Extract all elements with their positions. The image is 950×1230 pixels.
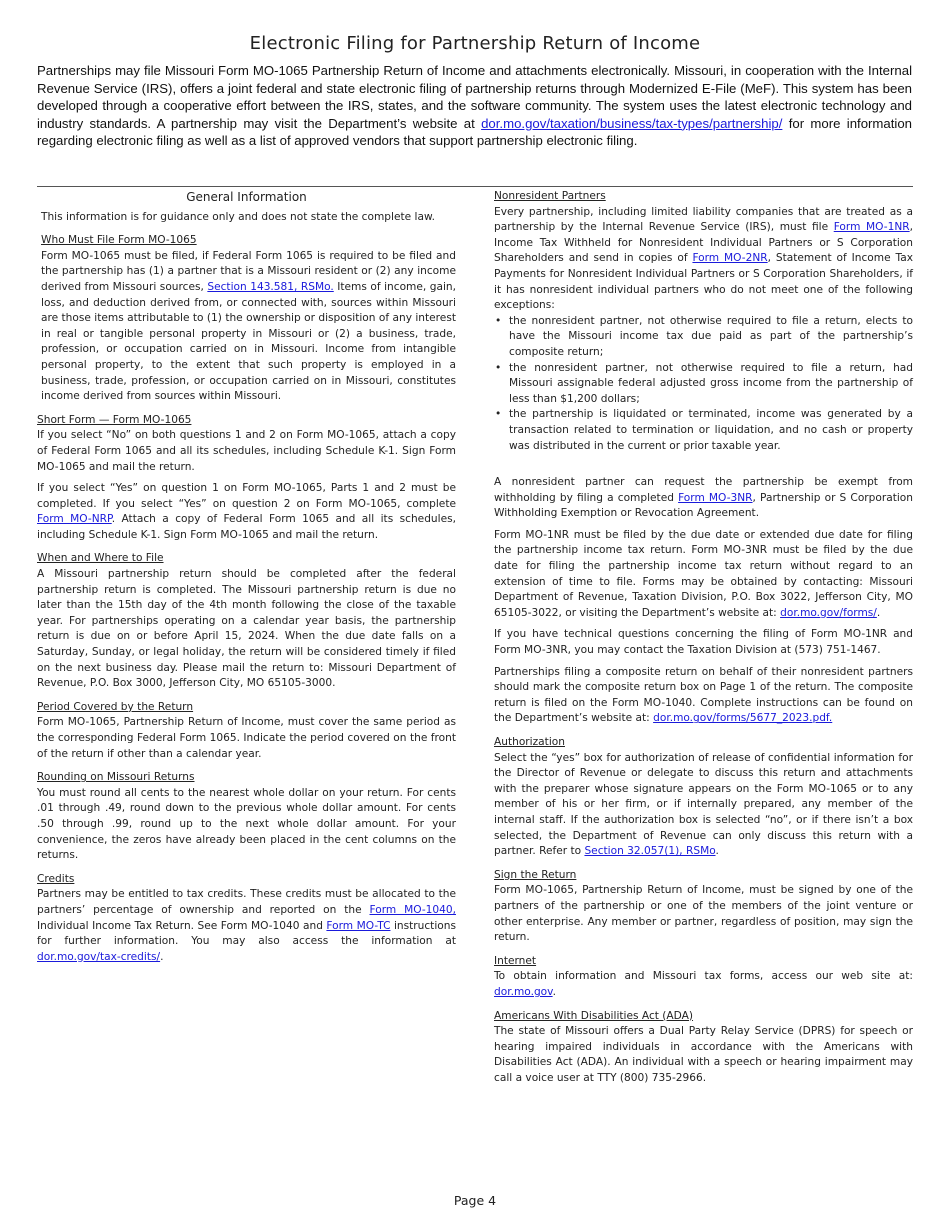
credits-text: Partners may be entitled to tax credits. These credits must be allocated to the partners’ percentage of ownership and reported on the Form MO-1040, Individual Income Tax Return. See Form MO-1040 and Form MO-TC instructions for further information. You may also access the information at dor.mo.gov/tax-credits/.: [37, 888, 456, 963]
period-covered-title: Period Covered by the Return: [37, 700, 194, 713]
who-must-file-section: [37, 233, 456, 405]
tax-credits-link[interactable]: dor.mo.gov/tax-credits/: [37, 950, 161, 963]
nonresident-text-3: Form MO-1NR must be filed by the due date or extended due date for filing the partnership income tax return. Form MO-3NR must be filed by the due date for filing the partnership income tax return without regard to an extension of time to file. Forms may be obtained by contacting: Missouri Department of Revenue, Taxation Division, P.O. Box 3022, Jefferson City, MO 65105-3022, or visiting the Department’s website at: dor.mo.gov/forms/.: [494, 528, 913, 619]
short-form-text-1: If you select “No” on both questions 1 and 2 on Form MO-1065, attach a copy of Federal Form 1065 and all its schedules, including Schedule K-1. Sign Form MO-1065 and mail the return.: [37, 429, 456, 473]
nonresident-text-2: A nonresident partner can request the partnership be exempt from withholding by filing a completed Form MO-3NR, Partnership or S Corporation Withholding Exemption or Revocation Agreement.: [494, 476, 913, 520]
short-form-section: [37, 413, 456, 544]
disclaimer: This information is for guidance only and does not state the complete law.: [41, 210, 436, 223]
dor-link[interactable]: dor.mo.gov: [494, 985, 553, 998]
nonresident-text-5: Partnerships filing a composite return on behalf of their nonresident partners should mark the composite return box on Page 1 of the return. The composite return is filed on the Form MO-1040. Complete instructions can be found on the Department’s website at: dor.mo.gov/forms/5677_2023.pdf.: [494, 665, 913, 725]
rounding-section: [37, 770, 456, 864]
ada-section: [494, 1009, 913, 1087]
who-must-file-text: Form MO-1065 must be filed, if Federal Form 1065 is required to be filed and the partnership has (1) a partner that is a Missouri resident or (2) any income derived from Missouri sources, Section 143.581, RSMo. Items of income, gain, loss, and deduction derived from, or connected with, sources within Missouri are those items attributable to (1) the ownership or disposition of any interest in real or tangible personal property in Missouri or (2) a business, trade, profession, or occupation carried on in Missouri. Income from intangible personal property, to the extent that such property is employed in a business, trade, profession, or occupation carried on in Missouri, constitutes income derived from sources within Missouri.: [41, 249, 456, 403]
nonresident-text-1: Every partnership, including limited liability companies that are treated as a partnership by the Internal Revenue Service (IRS), must file Form MO-1NR, Income Tax Withheld for Nonresident Individual Partners or S Corporation Shareholders and send in copies of Form MO-2NR, Statement of Income Tax Payments for Nonresident Individual Partners or S Corporation Shareholders, if it has nonresident individual partners who do not meet one of the following exceptions:: [494, 205, 913, 312]
form-mo-3nr-link[interactable]: Form MO-3NR: [678, 491, 753, 504]
ada-title: Americans With Disabilities Act (ADA): [494, 1009, 694, 1022]
who-must-file-title: Who Must File Form MO-1065: [41, 234, 197, 247]
authorization-title: Authorization: [494, 736, 565, 748]
when-where-section: [37, 551, 456, 691]
form-mo-nrp-link[interactable]: Form MO-NRP: [37, 513, 112, 526]
left-column: [37, 189, 456, 973]
sign-section: [494, 868, 913, 946]
list-item: • the nonresident partner, not otherwise required to file a return, elects to have the Missouri income tax due paid as part of the partnership’s composite return;: [494, 314, 913, 361]
credits-title: Credits: [37, 872, 75, 885]
internet-text: To obtain information and Missouri tax forms, access our web site at: dor.mo.gov.: [494, 970, 913, 998]
form-mo-1040-link[interactable]: Form MO-1040,: [369, 903, 456, 916]
list-item: • the nonresident partner, not otherwise required to file a return, had Missouri assignable federal adjusted gross income from the partnership of less than $1,200 dollars;: [494, 361, 913, 408]
authorization-text: Select the “yes” box for authorization of release of confidential information for the Director of Revenue or delegate to discuss this return and attachments with the preparer whose signature appears on the Form MO-1065 or to any member of his or her firm, or if internally prepared, any member of the internal staff. If the authorization box is selected “no”, or if there isn’t a box selected, the Department of Revenue can only discuss this return with a partner. Refer to Section 32.057(1), RSMo.: [494, 751, 913, 858]
sign-text: Form MO-1065, Partnership Return of Income, must be signed by one of the partners of the partnership or one of the members of the joint venture or other enterprise. Any member or partner, regardless of position, may sign the return.: [494, 884, 913, 944]
intro-text: Partnerships may file Missouri Form MO-1065 Partnership Return of Income and attachments electronically. Missouri, in cooperation with the Internal Revenue Service (IRS), offers a joint federal and state electronic filing of partnership returns through Modernized E-File (MeF). This system has been developed through a cooperative effort between the IRS, states, and the software community. The system uses the latest electronic technology and industry standards. A partnership may visit the Department’s website at: [37, 63, 912, 131]
section-32057-link[interactable]: Section 32.057(1), RSMo: [584, 845, 716, 858]
nonresident-text-4: If you have technical questions concerning the filing of Form MO-1NR and Form MO-3NR, you may contact the Taxation Division at (573) 751-1467.: [494, 628, 913, 657]
partnership-link[interactable]: dor.mo.gov/taxation/business/tax-types/partnership/: [481, 115, 783, 131]
when-where-text: A Missouri partnership return should be completed after the federal partnership return is completed. The Missouri partnership return is due no later than the 15th day of the 4th month following the close of the taxable year. For partnerships operating on a calendar year basis, the partnership return is due on or before April 15, 2024. When the due date falls on a Saturday, Sunday, or legal holiday, the return will be considered timely if filed on the next business day. Please mail the return to: Missouri Department of Revenue, P.O. Box 3000, Jefferson City, MO 65105-3000.: [37, 568, 456, 690]
credits-section: [37, 872, 456, 966]
short-form-text-2: If you select “Yes” on question 1 on Form MO-1065, Parts 1 and 2 must be completed. If you select “Yes” on question 2 on Form MO-1065, complete Form MO-NRP. Attach a copy of Federal Form 1065 and all its schedules, including Schedule K-1. Sign Form MO-1065 and mail the return.: [37, 482, 456, 541]
authorization-section: [494, 735, 913, 860]
short-form-title: Short Form — Form MO-1065: [37, 413, 192, 426]
form-mo-2nr-link[interactable]: Form MO-2NR: [692, 252, 768, 265]
intro-paragraph: [37, 62, 912, 150]
nonresident-section: [494, 189, 913, 727]
intro-text-end: for more information regarding electronic filing as well as a list of approved vendors that support partnership electronic filing.: [37, 115, 912, 148]
exceptions-list: [494, 314, 913, 454]
when-where-title: When and Where to File: [37, 552, 164, 565]
section-143581-link[interactable]: Section 143.581, RSMo.: [207, 280, 334, 293]
general-information-heading: General Information: [186, 190, 307, 204]
sign-title: Sign the Return: [494, 868, 577, 881]
form-mo-tc-link[interactable]: Form MO-TC: [326, 919, 391, 932]
divider: [37, 186, 913, 187]
rounding-title: Rounding on Missouri Returns: [37, 771, 195, 784]
page-title: Electronic Filing for Partnership Return of Income: [249, 33, 701, 54]
forms-link[interactable]: dor.mo.gov/forms/: [780, 606, 877, 619]
nonresident-title: Nonresident Partners: [494, 190, 606, 202]
page-number: Page 4: [453, 1193, 497, 1208]
form-5677-link[interactable]: dor.mo.gov/forms/5677_2023.pdf.: [653, 712, 833, 725]
rounding-text: You must round all cents to the nearest whole dollar on your return. For cents .01 through .49, round down to the previous whole dollar amount. For cents .50 through .99, round up to the next whole dollar amount. For your convenience, the zeros have already been placed in the cent columns on the returns.: [37, 786, 456, 862]
internet-title: Internet: [494, 954, 537, 967]
right-column: [494, 189, 913, 1094]
internet-section: [494, 954, 913, 1001]
ada-text: The state of Missouri offers a Dual Party Relay Service (DPRS) for speech or hearing impaired individuals in accordance with the Americans with Disabilities Act (ADA). An individual with a speech or hearing impairment may call a voice user at TTY (800) 735-2966.: [494, 1025, 913, 1084]
form-mo-1nr-link[interactable]: Form MO-1NR: [833, 221, 910, 234]
period-covered-text: Form MO-1065, Partnership Return of Income, must cover the same period as the corresponding Federal Form 1065. Indicate the period covered on the front of the return if other than a calendar year.: [37, 716, 456, 760]
list-item: • the partnership is liquidated or terminated, income was generated by a transaction related to termination or liquidation, and no cash or property was distributed in the current or prior taxable year.: [494, 407, 913, 454]
period-covered-section: [37, 700, 456, 762]
